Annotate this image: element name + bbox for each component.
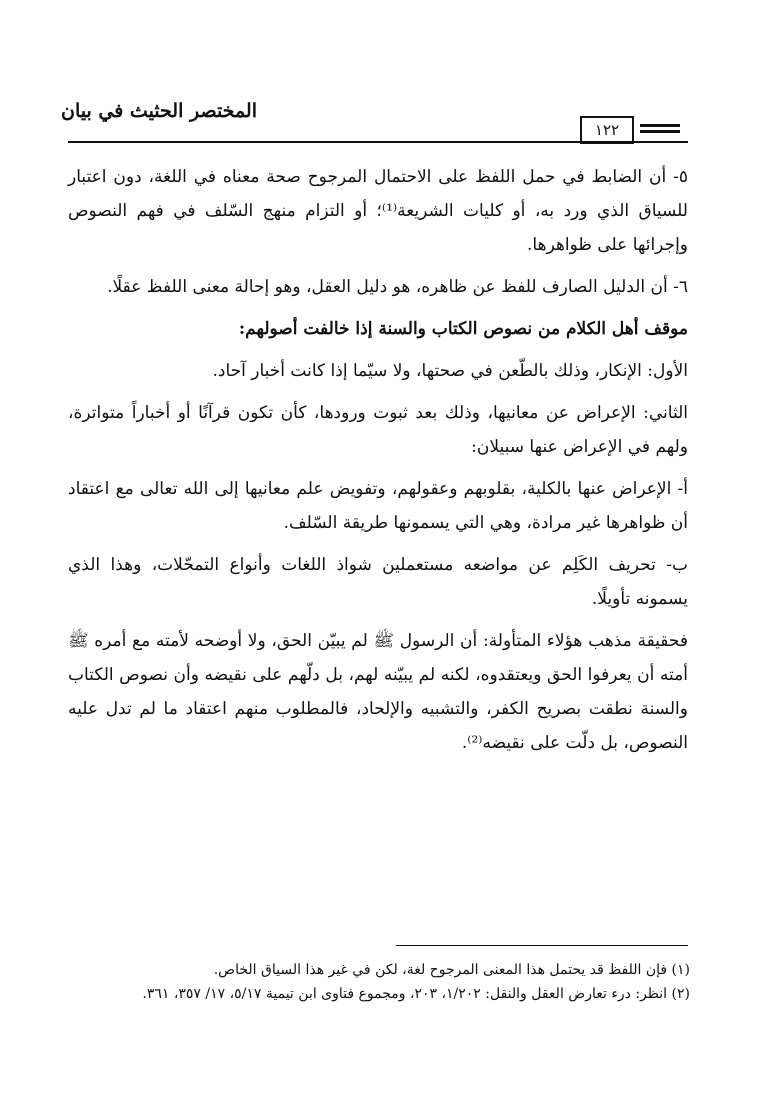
section-heading: موقف أهل الكلام من نصوص الكتاب والسنة إذا خالفت أصولهم: [238,319,688,339]
header-ornament-lines [640,124,680,136]
paragraph-a: أ- الإعراض عنها بالكلية، بقلوبهم وعقولهم، وتفويض علم معانيها إلى الله تعالى مع اعتقاد أن ظواهرها غير مرادة، وهي التي يسمونها طريقة السّلف. [68,479,688,533]
paragraph-first: الأول: الإنكار، وذلك بالطّعن في صحتها، ولا سيّما إذا كانت أخبار آحاد. [212,361,688,381]
footnote-1: (١) فإن اللفظ قد يحتمل هذا المعنى المرجوح لغة، لكن في غير هذا السياق الخاص. [213,962,690,978]
footnote-divider [396,945,688,946]
footnotes [80,958,690,1006]
header-divider [68,141,688,143]
paragraph-conclusion: فحقيقة مذهب هؤلاء المتأولة: أن الرسول ﷺ لم يبيّن الحق، ولا أوضحه لأمته مع أمره ﷺ أمته أن يعرفوا الحق ويعتقدوه، لكنه لم يبيّنه لهم، بل دلّهم على نقيضه وأن نصوص الكتاب والسنة نطقت بصريح الكفر، والتشبيه والإلحاد، فالمطلوب منهم اعتقاد ما لم تدل عليه النصوص، بل دلّت على نقيضه⁽²⁾. [68,631,688,753]
page-body [68,160,688,768]
page-number: ١٢٢ [580,116,634,144]
running-title: المختصر الحثيث في بيان [61,100,257,122]
footnote-2: (٢) انظر: درء تعارض العقل والنقل: ١/٢٠٢، ٢٠٣، ومجموع فتاوى ابن تيمية ٥/١٧، ١٧/ ٣٥٧، ٣٦١. [142,986,690,1002]
paragraph-b: ب- تحريف الكَلِم عن مواضعه مستعملين شواذ اللغات وأنواع التمحّلات، وهذا الذي يسمونه تأويلًا. [68,555,688,609]
paragraph-second: الثاني: الإعراض عن معانيها، وذلك بعد ثبوت ورودها، كأن تكون قرآنًا أو أخباراً متواترة، ولهم في الإعراض عنها سبيلان: [68,403,688,457]
paragraph-5: ٥- أن الضابط في حمل اللفظ على الاحتمال المرجوح صحة معناه في اللغة، دون اعتبار للسياق الذي ورد به، أو كليات الشريعة⁽¹⁾؛ أو التزام منهج السّلف في فهم النصوص وإجرائها على ظواهرها. [68,167,688,255]
paragraph-6: ٦- أن الدليل الصارف للفظ عن ظاهره، هو دليل العقل، وهو إحالة معنى اللفظ عقلًا. [107,277,688,297]
